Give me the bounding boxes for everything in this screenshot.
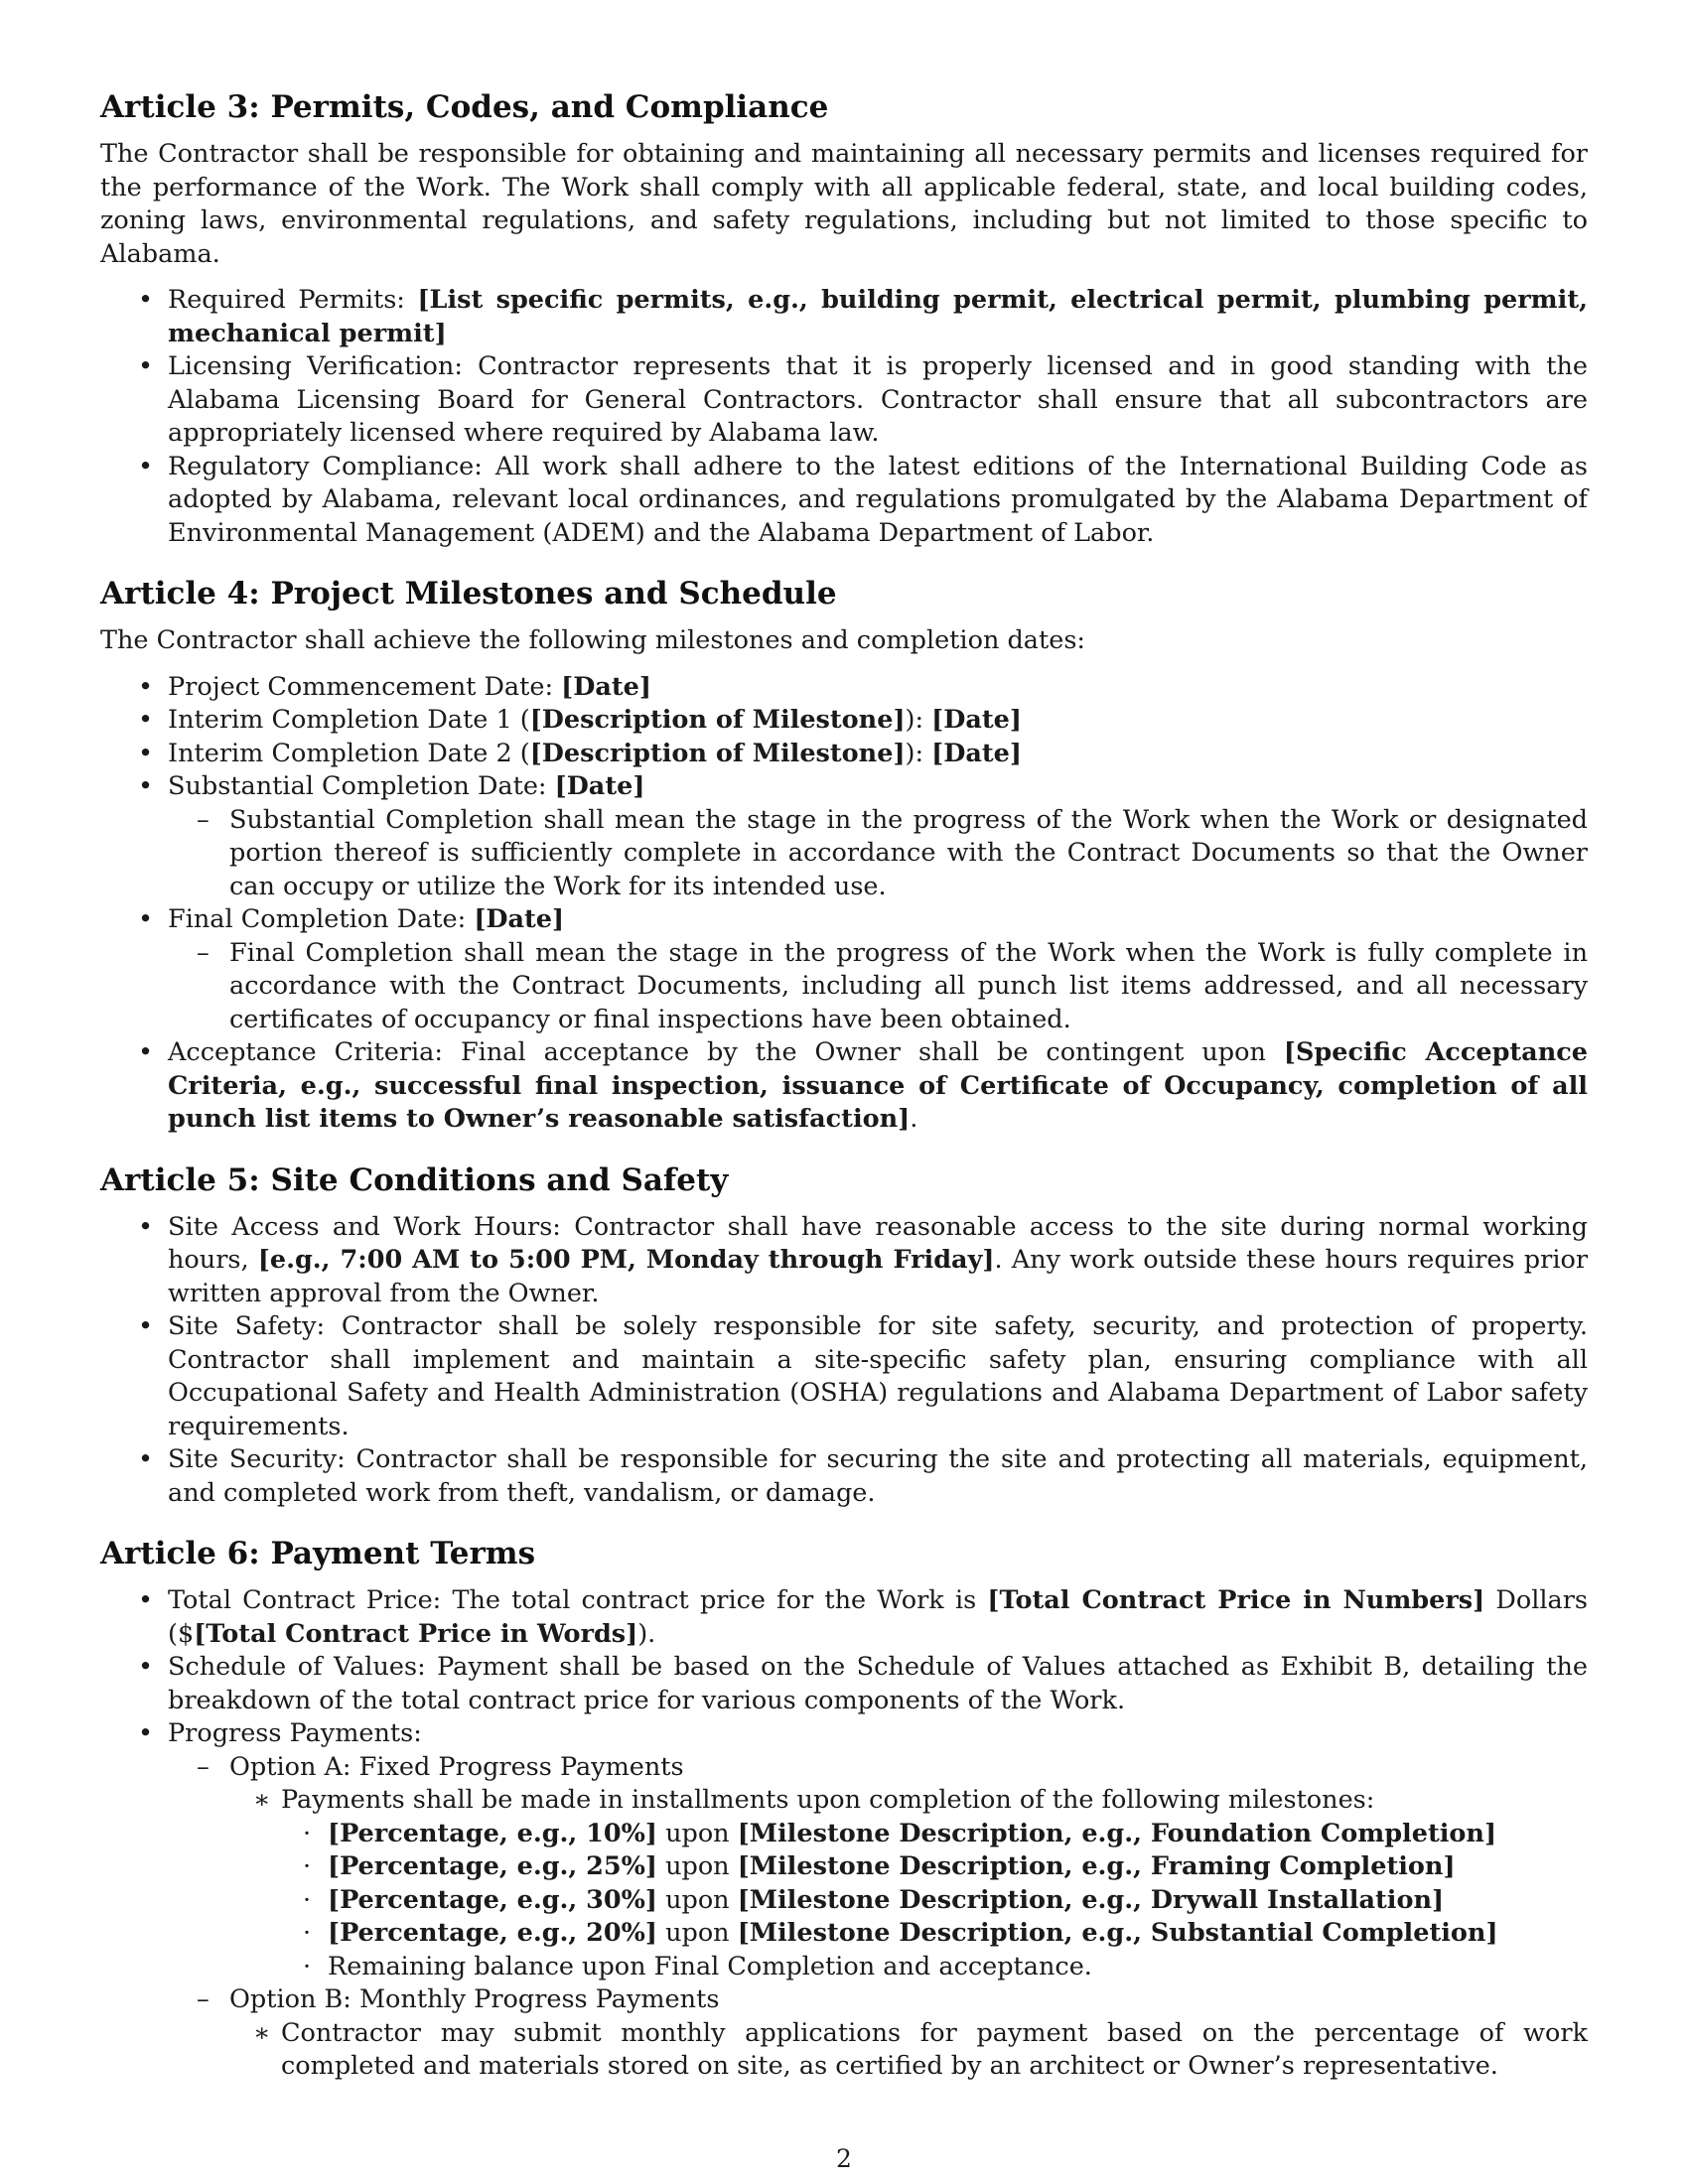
dot-icon: · bbox=[303, 1884, 312, 1915]
bullet-icon: • bbox=[138, 705, 154, 735]
article-3 bbox=[100, 87, 1588, 550]
article-4-intro: The Contractor shall achieve the following milestones and completion dates: bbox=[100, 625, 1086, 655]
page-number: 2 bbox=[836, 2144, 852, 2173]
article-3-intro: The Contractor shall be responsible for obtaining and maintaining all necessary permits and licenses required for the performance of the Work. The Work shall comply with all applicable federal, state, and local building codes, zoning laws, environmental regulations, and safety regulations, including but not limited to those specific to Alabama. bbox=[100, 139, 1588, 269]
list-item-regulatory: • Regulatory Compliance: All work shall adhere to the latest editions of the International Building Code as adopted by Alabama, relevant local ordinances, and regulations promulgated by the Alabama Department of Environmental Management (ADEM) and the Alabama Department of Labor. bbox=[138, 451, 1588, 548]
list-item-option-b-desc: ∗ Contractor may submit monthly applications for payment based on the percentage of work completed and materials stored on site, as certified by an architect or Owner’s representative. bbox=[253, 2017, 1588, 2081]
progress-options bbox=[168, 1751, 1588, 2084]
dot-icon: · bbox=[303, 1818, 312, 1848]
list-item-installment: · [Percentage, e.g., 30%] upon [Milestone Description, e.g., Drywall Installation] bbox=[281, 1884, 1588, 1918]
list-item-installment: · [Percentage, e.g., 25%] upon [Milestone Description, e.g., Framing Completion] bbox=[281, 1850, 1588, 1884]
article-4-list bbox=[100, 671, 1588, 1137]
article-6 bbox=[100, 1534, 1588, 2084]
bullet-icon: • bbox=[138, 1718, 154, 1748]
article-4-heading: Article 4: Project Milestones and Schedule bbox=[100, 576, 837, 612]
list-item-interim-2: • Interim Completion Date 2 ([Description of Milestone]): [Date] bbox=[100, 738, 1588, 771]
list-item-commencement: • Project Commencement Date: [Date] bbox=[100, 671, 1588, 705]
bullet-icon: • bbox=[138, 1444, 154, 1474]
option-a-sublist bbox=[229, 1784, 1588, 1983]
final-sublist bbox=[168, 937, 1588, 1037]
list-item-option-a: – Option A: Fixed Progress Payments ∗ Payments shall be made in installments upon completion of the following milestones: · [Percentage, e.g., 10%] upon [Milestone Description, e.g., Foundation Completion] · [Percentage, e.g., 25%] upon [Milestone Description, e.g., Framing Completion] · [Percentage, e.g., 30%] upon [Milestone Description, e.g., Drywall Installation] · [Percentage, e.g., 20%] upon [Milestone Description, e.g., Substantial Completion] · Remaining balance upon Final Completion and acceptance. bbox=[168, 1751, 1588, 1984]
bullet-icon: • bbox=[138, 1211, 154, 1242]
article-5 bbox=[100, 1160, 1588, 1511]
list-item-substantial-def: – Substantial Completion shall mean the stage in the progress of the Work when the Work or designated portion thereof is sufficiently complete in accordance with the Contract Documents so that the Owner can occupy or utilize the Work for its intended use. bbox=[197, 804, 1588, 901]
bullet-icon: • bbox=[138, 1652, 154, 1682]
substantial-sublist bbox=[168, 804, 1588, 904]
article-6-heading: Article 6: Payment Terms bbox=[100, 1536, 536, 1571]
bullet-icon: • bbox=[138, 285, 154, 315]
list-item-final-def: – Final Completion shall mean the stage in the progress of the Work when the Work is fully complete in accordance with the Contract Documents, including all punch list items addressed, and all necessary certificates of occupancy or final inspections have been obtained. bbox=[197, 937, 1588, 1034]
dot-icon: · bbox=[303, 1851, 312, 1881]
bullet-icon: • bbox=[138, 1585, 154, 1615]
list-item-installment: · [Percentage, e.g., 10%] upon [Milestone Description, e.g., Foundation Completion] bbox=[281, 1818, 1588, 1851]
asterisk-icon: ∗ bbox=[253, 1785, 271, 1815]
installments-list bbox=[281, 1818, 1588, 1984]
dot-icon: · bbox=[303, 1918, 312, 1948]
list-item-total-price: • Total Contract Price: The total contract price for the Work is [Total Contract Price in Numbers] Dollars ($[Total Contract Price in Words]). bbox=[138, 1585, 1588, 1649]
dot-icon: · bbox=[303, 1951, 312, 1981]
article-5-list bbox=[100, 1211, 1588, 1511]
bullet-icon: • bbox=[138, 771, 154, 801]
bullet-icon: • bbox=[138, 451, 154, 481]
list-item-site-access: • Site Access and Work Hours: Contractor shall have reasonable access to the site during normal working hours, [e.g., 7:00 AM to 5:00 PM, Monday through Friday]. Any work outside these hours requires prior written approval from the Owner. bbox=[138, 1211, 1589, 1308]
article-5-heading: Article 5: Site Conditions and Safety bbox=[100, 1161, 729, 1198]
article-3-heading: Article 3: Permits, Codes, and Compliance bbox=[100, 89, 829, 125]
list-item-licensing: • Licensing Verification: Contractor represents that it is properly licensed and in good standing with the Alabama Licensing Board for General Contractors. Contractor shall ensure that all subcontractors are appropriately licensed where required by Alabama law. bbox=[138, 351, 1588, 448]
list-item-remaining-balance: · Remaining balance upon Final Completion and acceptance. bbox=[281, 1951, 1588, 1984]
list-item-installment: · [Percentage, e.g., 20%] upon [Milestone Description, e.g., Substantial Completion] bbox=[281, 1917, 1588, 1951]
dash-icon: – bbox=[197, 804, 210, 835]
list-item-final: • Final Completion Date: [Date] – Final Completion shall mean the stage in the progress of the Work when the Work is fully complete in accordance with the Contract Documents, including all punch list items addressed, and all necessary certificates of occupancy or final inspections have been obtained. bbox=[100, 903, 1588, 1036]
bullet-icon: • bbox=[138, 904, 154, 934]
list-item-progress-payments: • Progress Payments: – Option A: Fixed Progress Payments ∗ Payments shall be made in installments upon completion of the following milestones: · [Percentage, e.g., 10%] upon [Milestone Description, e.g., Foundation Completion] · [Percentage, e.g., 25%] upon [Milestone Description, e.g., Framing Completion] · [Percentage, e.g., 30%] upon [Milestone Description, e.g., Drywall Installation] · [Percentage, e.g., 20%] upon [Milestone Description, e.g., Substantial Completion] · Remaining balance upon Final Completion and acceptance. – Option B: Monthly Progress Payments ∗ Contractor may submit monthly applications for payment based on the percentage of work completed and materials stored on site, as certified by an architect or Owner’s representative. bbox=[100, 1717, 1588, 2084]
bullet-icon: • bbox=[138, 1037, 154, 1067]
list-item-option-a-desc: ∗ Payments shall be made in installments upon completion of the following milestones: · [Percentage, e.g., 10%] upon [Milestone Description, e.g., Foundation Completion] · [Percentage, e.g., 25%] upon [Milestone Description, e.g., Framing Completion] · [Percentage, e.g., 30%] upon [Milestone Description, e.g., Drywall Installation] · [Percentage, e.g., 20%] upon [Milestone Description, e.g., Substantial Completion] · Remaining balance upon Final Completion and acceptance. bbox=[229, 1784, 1588, 1983]
list-item-option-b: – Option B: Monthly Progress Payments ∗ Contractor may submit monthly applications for payment based on the percentage of work completed and materials stored on site, as certified by an architect or Owner’s representative. bbox=[168, 1983, 1588, 2084]
bullet-icon: • bbox=[138, 738, 154, 768]
bullet-icon: • bbox=[138, 671, 154, 702]
list-item-site-security: • Site Security: Contractor shall be responsible for securing the site and protecting all materials, equipment, and completed work from theft, vandalism, or damage. bbox=[138, 1444, 1588, 1508]
list-item-required-permits: • Required Permits: [List specific permits, e.g., building permit, electrical permit, plumbing permit, mechanical permit] bbox=[138, 285, 1589, 348]
article-3-list bbox=[100, 284, 1588, 550]
bullet-icon: • bbox=[138, 351, 154, 381]
list-item-acceptance: • Acceptance Criteria: Final acceptance by the Owner shall be contingent upon [Specific Acceptance Criteria, e.g., successful final inspection, issuance of Certificate of Occupancy, completion of all punch list items to Owner’s reasonable satisfaction]. bbox=[138, 1037, 1588, 1134]
option-b-sublist bbox=[229, 2017, 1588, 2084]
bullet-icon: • bbox=[138, 1311, 154, 1341]
list-item-interim-1: • Interim Completion Date 1 ([Description of Milestone]): [Date] bbox=[100, 704, 1588, 738]
article-4 bbox=[100, 574, 1588, 1137]
list-item-schedule-of-values: • Schedule of Values: Payment shall be based on the Schedule of Values attached as Exhibit B, detailing the breakdown of the total contract price for various components of the Work. bbox=[138, 1652, 1588, 1715]
dash-icon: – bbox=[197, 1984, 210, 2014]
asterisk-icon: ∗ bbox=[253, 2017, 271, 2048]
dash-icon: – bbox=[197, 1751, 210, 1782]
list-item-site-safety: • Site Safety: Contractor shall be solely responsible for site safety, security, and protection of property. Contractor shall implement and maintain a site-specific safety plan, ensuring compliance with all Occupational Safety and Health Administration (OSHA) regulations and Alabama Department of Labor safety requirements. bbox=[138, 1311, 1588, 1441]
article-6-list bbox=[100, 1584, 1588, 2084]
dash-icon: – bbox=[197, 937, 210, 968]
list-item-substantial: • Substantial Completion Date: [Date] – Substantial Completion shall mean the stage in the progress of the Work when the Work or designated portion thereof is sufficiently complete in accordance with the Contract Documents so that the Owner can occupy or utilize the Work for its intended use. bbox=[100, 770, 1588, 903]
